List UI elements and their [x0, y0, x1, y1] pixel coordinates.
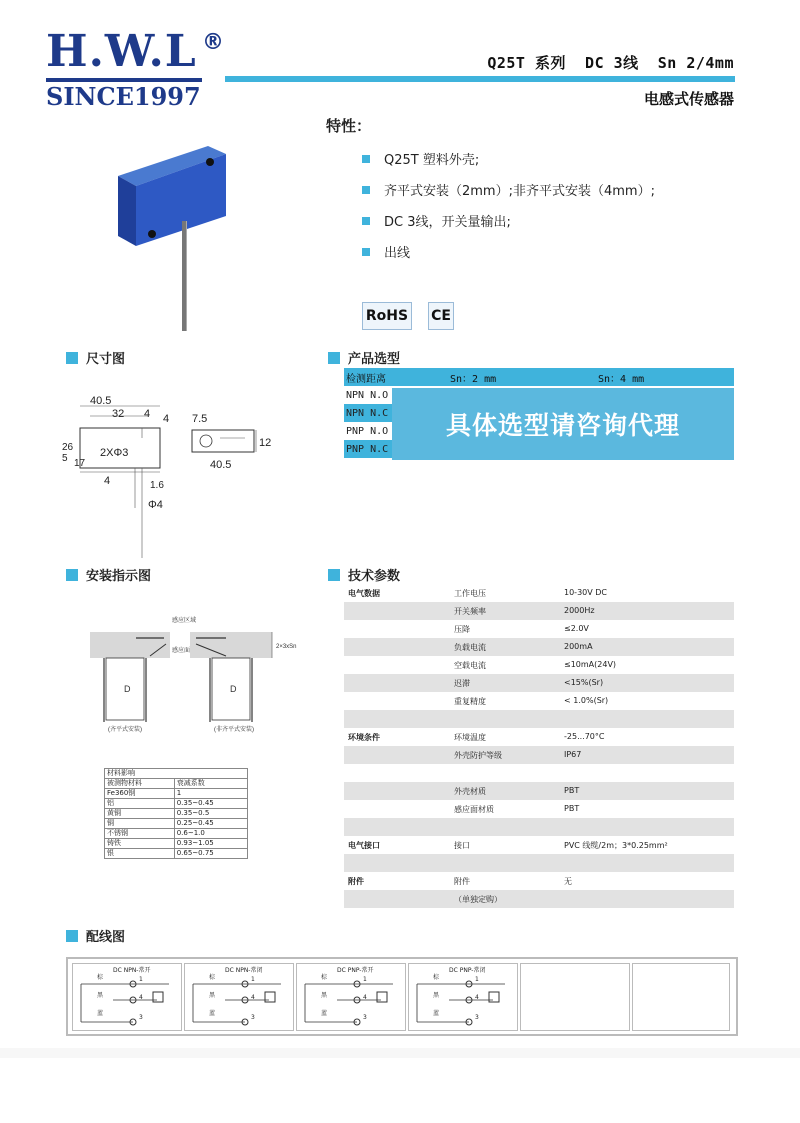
tech-row: 外壳材质 PBT — [344, 782, 734, 800]
product-subtitle: 电感式传感器 — [643, 90, 734, 108]
material-row: 铜 0.25~0.45 — [105, 819, 248, 829]
feature-item: 出线 — [362, 236, 655, 267]
tech-row — [344, 710, 734, 728]
section-tech: 技术参数 — [328, 565, 400, 584]
install-label: 2×3xSn — [276, 644, 297, 650]
tech-row: 迟滞 <15%(Sr) — [344, 674, 734, 692]
wiring-cell: DC PNP-常开 棕 黑 蓝 1 4 3 — [296, 963, 406, 1031]
features-heading: 特性： — [326, 117, 372, 135]
material-title-row: 材料影响 — [105, 769, 248, 779]
dim-label: 17 — [74, 458, 86, 469]
dim-label: 7.5 — [192, 413, 208, 425]
section-dimensions: 尺寸图 — [66, 348, 125, 367]
tech-row: 开关频率 2000Hz — [344, 602, 734, 620]
dim-label: 5 — [62, 453, 68, 464]
install-label: D — [230, 684, 237, 694]
dim-label: 4 — [144, 408, 151, 420]
tech-row: 外壳防护等级 IP67 — [344, 746, 734, 764]
install-label: D — [124, 684, 131, 694]
selection-header: 检测距离 Sn：2 mm Sn：4 mm — [344, 368, 734, 386]
dim-label: 4 — [104, 475, 111, 487]
installation-diagram — [86, 616, 306, 746]
dim-label: 2XΦ3 — [100, 447, 129, 459]
dimension-drawing — [60, 388, 280, 558]
tech-row: （单独定购） — [344, 890, 734, 908]
install-caption: (非齐平式安装) — [214, 727, 254, 733]
tech-row: 电气数据 工作电压 10-30V DC — [348, 588, 608, 598]
selection-overlay: 具体选型请咨询代理 — [392, 388, 734, 460]
brand-since: SINCE1997 — [46, 82, 201, 111]
header-rule — [225, 76, 735, 82]
sensor-product-image — [108, 136, 238, 336]
tech-row: 重复精度 < 1.0%(Sr) — [454, 696, 609, 706]
footer-band — [0, 1048, 800, 1058]
wiring-cell: DC NPN-常闭 棕 黑 蓝 1 4 3 — [184, 963, 294, 1031]
section-selection: 产品选型 — [328, 348, 400, 367]
brand-logo: H.W.L — [46, 26, 197, 77]
material-row: 铝 0.35~0.45 — [105, 799, 248, 809]
bullet-icon — [362, 248, 370, 256]
tech-row: 环境条件 环境温度 -25...70°C — [348, 732, 605, 742]
material-header-row: 被测物材料 衰减系数 — [105, 779, 248, 789]
tech-row: 感应面材质 PBT — [454, 804, 580, 814]
feature-item: 齐平式安装（2mm）;非齐平式安装（4mm）; — [362, 174, 655, 205]
section-wiring: 配线图 — [66, 926, 125, 945]
tech-row: 附件 附件 无 — [348, 877, 572, 886]
dim-label: 1.6 — [150, 480, 164, 491]
selection-row: NPN N.C — [344, 404, 734, 422]
material-row: Fe360钢 1 — [105, 789, 248, 799]
dim-label: 40.5 — [210, 459, 232, 471]
dim-label: 32 — [112, 408, 125, 420]
rohs-badge: RoHS — [362, 302, 412, 330]
dim-label: Φ4 — [148, 499, 163, 511]
dim-label: 4 — [163, 413, 170, 425]
material-row: 银 0.65~0.75 — [105, 849, 248, 859]
section-installation: 安装指示图 — [66, 565, 151, 584]
tech-row — [344, 764, 734, 782]
wiring-cell-empty — [632, 963, 730, 1031]
material-row: 黄铜 0.35~0.5 — [105, 809, 248, 819]
tech-row: 空载电流 ≤10mA(24V) — [454, 660, 617, 670]
material-row: 铸铁 0.93~1.05 — [105, 839, 248, 849]
wiring-panel — [66, 957, 738, 1036]
tech-row — [344, 854, 734, 872]
tech-row — [344, 818, 734, 836]
install-label: 感应区域 — [172, 618, 197, 624]
selection-row: PNP N.O — [344, 422, 734, 440]
material-table — [104, 768, 248, 859]
dim-label: 26 — [62, 442, 74, 453]
bullet-icon — [362, 186, 370, 194]
bullet-icon — [362, 217, 370, 225]
wiring-cell: DC PNP-常闭 棕 黑 蓝 1 4 3 — [408, 963, 518, 1031]
product-title: Q25T 系列 DC 3线 Sn 2/4mm — [487, 54, 734, 72]
install-label: 感应面 — [172, 648, 191, 654]
features-list — [362, 143, 655, 267]
dim-label: 12 — [259, 437, 272, 449]
wiring-cell: DC NPN-常开 棕 黑 蓝 1 4 3 — [72, 963, 182, 1031]
dim-label: 40.5 — [90, 395, 112, 407]
material-row: 不锈钢 0.6~1.0 — [105, 829, 248, 839]
selection-row: NPN N.O — [344, 386, 734, 404]
tech-row: 电气接口 接口 PVC 线缆/2m；3*0.25mm² — [348, 841, 668, 850]
feature-item: DC 3线，开关量输出; — [362, 205, 655, 236]
ce-badge: CE — [428, 302, 454, 330]
bullet-icon — [362, 155, 370, 163]
registered-mark: ® — [202, 30, 224, 55]
selection-row: PNP N.C — [344, 440, 734, 458]
tech-row: 压降 ≤2.0V — [454, 624, 589, 634]
tech-table — [344, 584, 734, 908]
feature-item: Q25T 塑料外壳; — [362, 143, 655, 174]
install-caption: (齐平式安装) — [108, 727, 142, 733]
wiring-cell-empty — [520, 963, 630, 1031]
tech-row: 负载电流 200mA — [344, 638, 734, 656]
